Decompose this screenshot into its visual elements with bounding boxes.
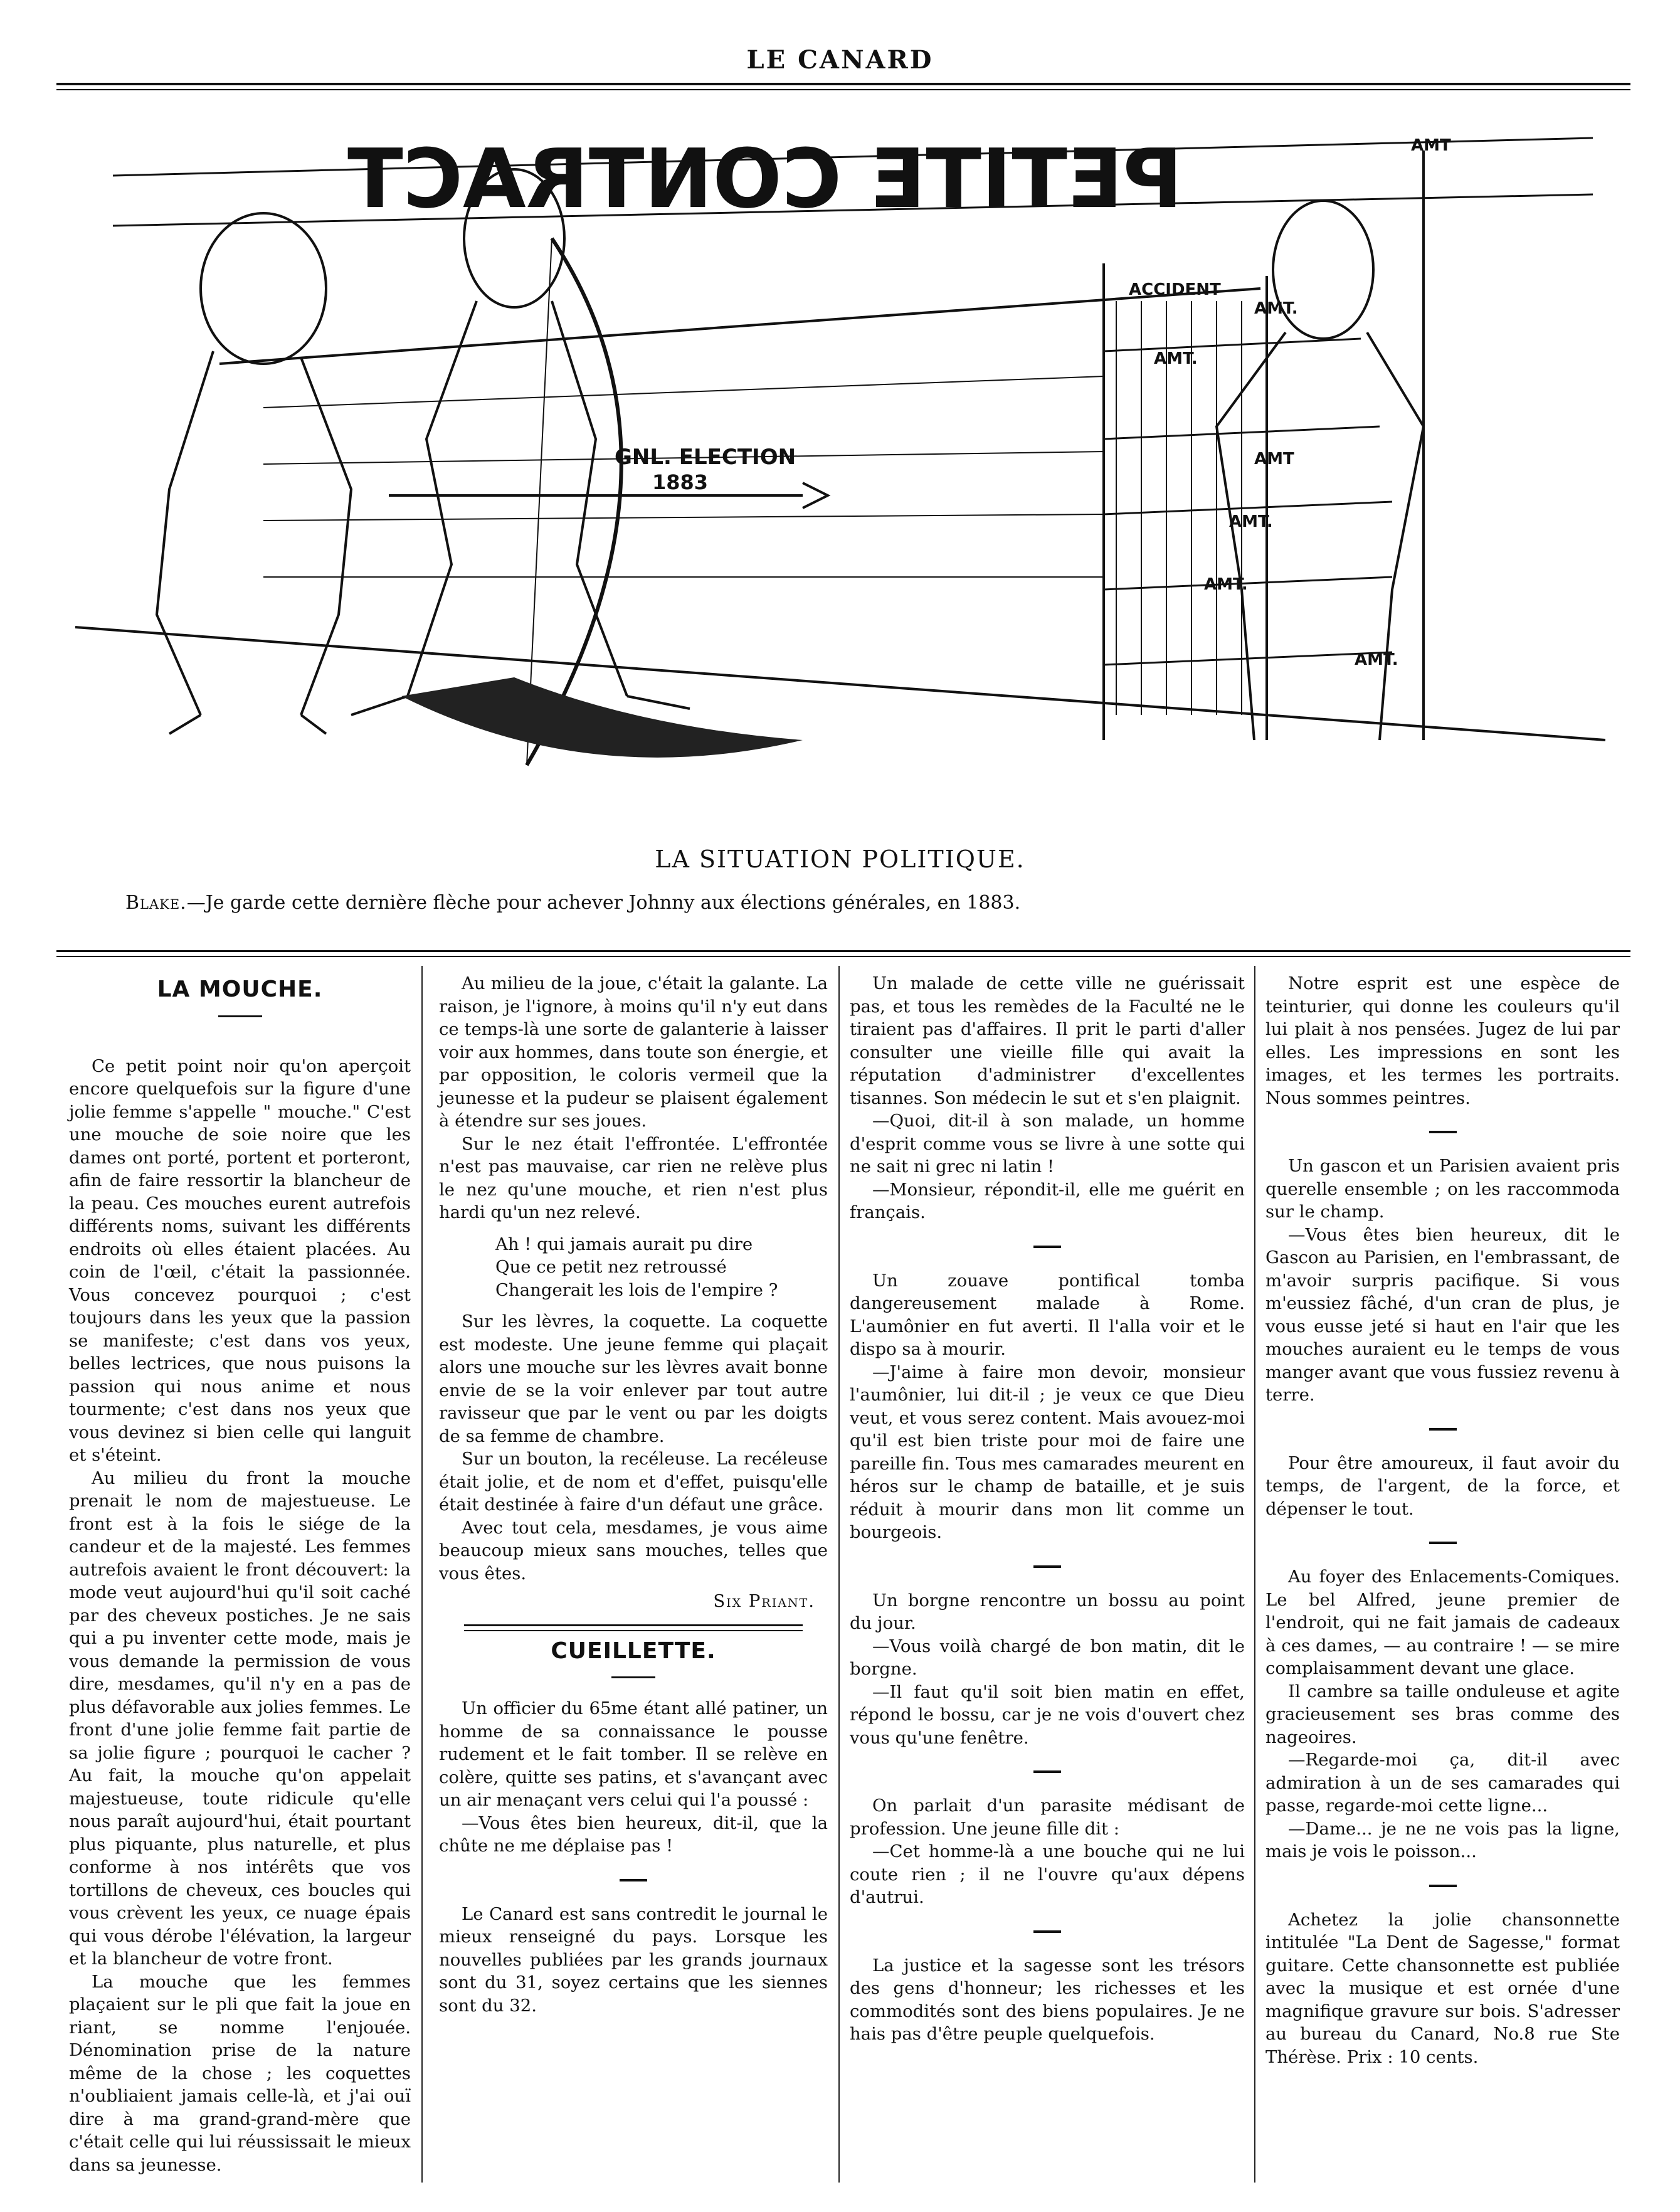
paragraph: Sur le nez était l'effrontée. L'effrontée n'est pas mauvaise, car rien ne relève plus le nez qu'une mouche, et rien n'est plus hardi qu'un nez relevé.: [439, 1133, 828, 1222]
article-heading-cueillette: CUEILLETTE.: [551, 1638, 716, 1664]
paragraph: La mouche que les femmes plaçaient sur le pli que fait la joue en riant, se nomme l'enjouée. Dénomination prise de la nature même de la chose ; les coquettes n'oubliaient jamais celle-là, et j'ai ouï dire à ma grand-grand-mère que c'était celle qui lui réussissait le mieux dans sa jeunesse.: [69, 1971, 411, 2175]
column-2: [439, 972, 828, 2017]
paragraph: —Vous êtes bien heureux, dit le Gascon au Parisien, en l'embrassant, de m'avoir surpris pacifique. Si vous m'eussiez fâché, d'un cran de plus, je vous eusse jeté si haut en l'air que les mouches auraient eu le temps de vous manger avant que vous fussiez revenu à terre.: [1265, 1224, 1620, 1405]
column-divider: [421, 966, 423, 2183]
column-divider: [838, 966, 840, 2183]
paragraph: Un gascon et un Parisien avaient pris querelle ensemble ; on les raccommoda sur le champ.: [1265, 1156, 1620, 1222]
item-separator: [1033, 1246, 1061, 1248]
item-separator: [1033, 1770, 1061, 1773]
verse-line: Que ce petit nez retroussé: [495, 1257, 727, 1277]
masthead: LE CANARD: [746, 45, 934, 75]
item-separator: [1033, 1930, 1061, 1933]
verse-line: Ah ! qui jamais aurait pu dire: [495, 1234, 753, 1254]
amt-label-1: AMT: [1411, 136, 1451, 155]
paragraph: Un malade de cette ville ne guérissait pas, et tous les remèdes de la Faculté ne le tiraient pas d'affaires. Il prit le parti d'aller consulter une vieille fille qui avait la réputation d'administrer d'excellentes tisannes. Son médecin le sut et s'en plaignit.: [850, 973, 1245, 1108]
column-divider: [1254, 966, 1255, 2183]
amt-label-2: AMT.: [1254, 299, 1298, 318]
paragraph: On parlait d'un parasite médisant de profession. Une jeune fille dit :: [850, 1796, 1245, 1839]
amt-label-7: AMT.: [1355, 650, 1398, 669]
paragraph: —Monsieur, répondit-il, elle me guérit en français.: [850, 1179, 1245, 1222]
column-3: [850, 972, 1245, 2046]
paragraph: Un officier du 65me étant allé patiner, un homme de sa connaissance le pousse rudement et le fait tomber. Il se relève en colère, quitte ses patins, et s'avançant avec un air menaçant vers celui qui l'a poussé :: [439, 1698, 828, 1810]
item-separator: [1033, 1565, 1061, 1568]
signature: Six Priant.: [713, 1591, 815, 1611]
article-rule: [464, 1624, 803, 1626]
paragraph: Avec tout cela, mesdames, je vous aime beaucoup mieux sans mouches, telles que vous êtes.: [439, 1517, 828, 1584]
caption-text: [125, 892, 1568, 914]
paragraph: Sur un bouton, la recéleuse. La recéleuse était jolie, et de nom et d'effet, puisqu'elle était destinée à faire d'un défaut une grâce.: [439, 1449, 828, 1515]
paragraph: —Regarde-moi ça, dit-il avec admiration à un de ses camarades qui passe, regarde-moi cette ligne...: [1265, 1750, 1620, 1816]
paragraph: Notre esprit est une espèce de teinturier, qui donne les couleurs qu'il lui plait à nos pensées. Jugez de lui par elles. Les impressions en sont les images, et les termes les portraits. Nous sommes peintres.: [1265, 973, 1620, 1108]
paragraph: Achetez la jolie chansonnette intitulée "La Dent de Sagesse," format guitare. Cette chansonnette est publiée avec la musique et est ornée d'une magnifique gravure sur bois. S'adresser au bureau du Canard, No.8 rue Ste Thérèse. Prix : 10 cents.: [1265, 1909, 1620, 2067]
paragraph: —Quoi, dit-il à son malade, un homme d'esprit comme vous se livre à une sotte qui ne sait ni grec ni latin !: [850, 1111, 1245, 1177]
paragraph: —Vous êtes bien heureux, dit-il, que la chûte ne me déplaise pas !: [439, 1812, 828, 1856]
amt-label-6: AMT.: [1204, 575, 1248, 594]
caption-body: —Je garde cette dernière flèche pour achever Johnny aux élections générales, en 1883.: [186, 892, 1021, 914]
paragraph: —Cet homme-là a une bouche qui ne lui coute rien ; il ne l'ouvre qu'aux dépens d'autrui.: [850, 1841, 1245, 1907]
paragraph: —Il faut qu'il soit bien matin en effet, répond le bossu, car je ne vois d'ouvert chez vous qu'une fenêtre.: [850, 1681, 1245, 1748]
amt-label-5: AMT.: [1229, 512, 1273, 531]
masthead-rule-thin: [56, 89, 1630, 90]
paragraph: Au milieu du front la mouche prenait le nom de majestueuse. Le front est à la fois le siége de la candeur et de la majesté. Les femmes autrefois avaient le front découvert: la mode veut aujourd'hui qu'il soit caché par des cheveux postiches. Je ne sais qui a pu inventer cette mode, mais je vous demande la permission de vous dire, mesdames, qu'il n'y en a pas de plus défavorable aux jolies femmes. Le front d'une jolie femme fait partie de sa jolie figure ; pourquoi le cacher ? Au fait, la mouche qu'on appelait majestueuse, toute ridicule qu'elle nous paraît aujourd'hui, était pourtant plus piquante, plus naturelle, et plus conforme à nos intérêts que vos tortillons de cheveux, ces boucles qui vous crèvent les yeux, ce nuage épais qui vous dérobe l'élévation, la largeur et la blancheur de votre front.: [69, 1468, 411, 1969]
paragraph: Sur les lèvres, la coquette. La coquette est modeste. Une jeune femme qui plaçait alors une mouche sur les lèvres avait bonne envie de se la voir enlever par tout autre ravisseur que par le vent ou par les doigts de sa femme de chambre.: [439, 1311, 828, 1446]
verse-line: Changerait les lois de l'empire ?: [495, 1279, 778, 1300]
heading-separator: [611, 1676, 655, 1678]
item-separator: [1429, 1428, 1457, 1431]
paragraph: Le Canard est sans contredit le journal le mieux renseigné du pays. Lorsque les nouvelles publiées par les grands journaux sont du 31, soyez certains que les siennes sont du 32.: [439, 1903, 828, 2016]
caption-speaker: Blake.: [125, 892, 187, 914]
paragraph: Pour être amoureux, il faut avoir du temps, de l'argent, de la force, et dépenser le tout.: [1265, 1453, 1620, 1519]
amt-label-3: AMT.: [1154, 349, 1198, 368]
political-cartoon: [75, 113, 1605, 828]
article-rule-thin: [464, 1630, 803, 1631]
paragraph: Au milieu de la joue, c'était la galante. La raison, je l'ignore, à moins qu'il n'y eut dans ce temps-là une sorte de galanterie à laisser voir aux hommes, dans toute son énergie, et par opposition, le coloris vermeil que la jeunesse et la pudeur se plaisent également à étendre sur ses joues.: [439, 973, 828, 1131]
column-1: [69, 972, 411, 2176]
item-separator: [620, 1879, 647, 1881]
item-separator: [1429, 1885, 1457, 1887]
paragraph: —Dame... je ne ne vois pas la ligne, mais je vois le poisson...: [1265, 1818, 1620, 1861]
heading-separator: [218, 1015, 262, 1017]
item-separator: [1429, 1542, 1457, 1544]
paragraph: —Vous voilà chargé de bon matin, dit le borgne.: [850, 1636, 1245, 1679]
arrow-label-year: 1883: [652, 470, 709, 494]
paragraph: Un zouave pontifical tomba dangereusement malade à Rome. L'aumônier en fut averti. Il l'alla voir et le dispo sa à mourir.: [850, 1270, 1245, 1359]
paragraph: —J'aime à faire mon devoir, monsieur l'aumônier, lui dit-il ; je veux ce que Dieu veut, et vous serez content. Mais avouez-moi qu'il est bien triste pour moi de faire une pareille fin. Tous mes camarades meurent en héros sur le champ de bataille, et je suis réduit à mourir dans mon lit comme un bourgeois.: [850, 1362, 1245, 1542]
caption-title: LA SITUATION POLITIQUE.: [655, 845, 1025, 873]
amt-label-4: AMT: [1254, 450, 1294, 468]
section-rule-thin: [56, 956, 1630, 957]
accident-label: ACCIDENT: [1129, 280, 1221, 299]
section-rule: [56, 950, 1630, 952]
masthead-rule: [56, 83, 1630, 85]
article-heading-mouche: LA MOUCHE.: [157, 976, 323, 1002]
paragraph: Il cambre sa taille onduleuse et agite gracieusement ses bras comme des nageoires.: [1265, 1681, 1620, 1747]
paragraph: Ce petit point noir qu'on aperçoit encore quelquefois sur la figure d'une jolie femme s'appelle " mouche." C'est une mouche de soie noire que les dames ont porté, portent et porteront, afin de faire ressortir la blancheur de la peau. Ces mouches eurent autrefois différents noms, suivant les différents endroits où elles étaient placées. Au coin de l'œil, c'était la passionnée. Vous concevez pourquoi ; c'est toujours dans les yeux que la passion se manifeste; c'est dans vos yeux, belles lectrices, que nous puisons la passion qui nous anime et nous tourmente; c'est dans nos yeux que vous devinez si bien celle qui languit et s'éteint.: [69, 1056, 411, 1465]
paragraph: Au foyer des Enlacements-Comiques. Le bel Alfred, jeune premier de l'endroit, qui ne fait jamais de cadeaux à ces dames, — au contraire ! — se mire complaisamment devant une glace.: [1265, 1567, 1620, 1678]
column-4: [1265, 972, 1620, 2068]
item-separator: [1429, 1131, 1457, 1133]
paragraph: La justice et la sagesse sont les trésors des gens d'honneur; les richesses et les commodités sont des biens populaires. Je ne hais pas d'être peuple quelquefois.: [850, 1955, 1245, 2044]
paragraph: Un borgne rencontre un bossu au point du jour.: [850, 1590, 1245, 1633]
banner-text: PETITE CONTRACT: [347, 131, 1183, 226]
arrow-label-election: GNL. ELECTION: [615, 445, 796, 470]
